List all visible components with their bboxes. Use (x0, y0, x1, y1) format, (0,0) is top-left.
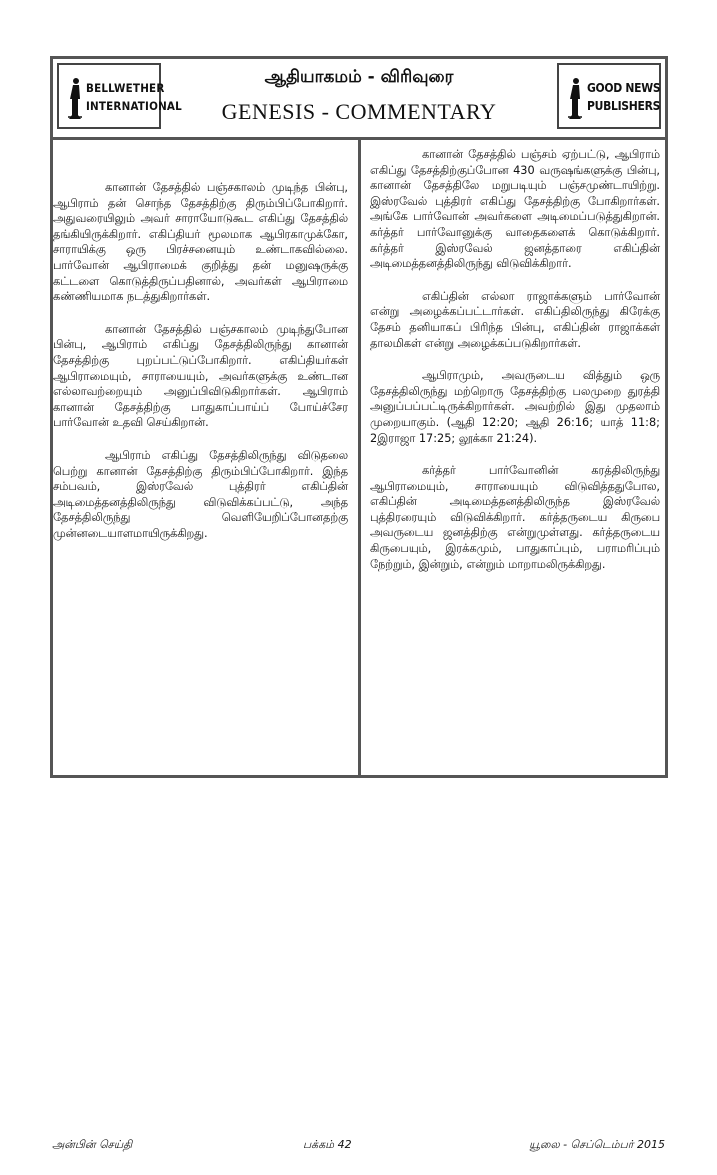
paragraph: கர்த்தர் பார்வோனின் கரத்திலிருந்து ஆபிராமையும், சாராயையும் விடுவித்ததுபோல, எகிப்தின் அடிமைத்தனத்திலிருந்த இஸ்ரவேல் புத்திரரையும் விடுவிக்கிறார். கர்த்தருடைய கிருபை அவருடைய ஜனத்திற்கு என்றுமுள்ளது. கர்த்தருடைய கிருபையும், இரக்கமும், பாதுகாப்பும், பராமரிப்பும் நேற்றும், இன்றும், என்றும் மாறாமலிருக்கிறது. (370, 464, 660, 571)
paragraph: கானான் தேசத்தில் பஞ்சகாலம் முடிந்துபோன பின்பு, ஆபிராம் எகிப்து தேசத்திலிருந்து கானான் தேசத்திற்கு புறப்பட்டுப்போகிறார். எகிப்தியர்கள் ஆபிராமையும், சாராயையும், அவர்களுக்கு உண்டான எல்லாவற்றையும் அனுப்பிவிடுகிறார்கள். ஆபிராம் கானான் தேசத்திற்கு பாதுகாப்பாய்ப் போய்ச்சேர பார்வோன் உதவி செய்கிறான். (53, 322, 348, 430)
paragraph: எகிப்தின் எல்லா ராஜாக்களும் பார்வோன் என்று அழைக்கப்பட்டார்கள். எகிப்திலிருந்து கிரேக்கு தேசம் தனியாகப் பிரிந்த பின்பு, எகிப்தின் ராஜாக்கள் தாலமிகள் என்று அழைக்கப்படுகிறார்கள். (370, 289, 660, 350)
paragraph: கானான் தேசத்தில் பஞ்சம் ஏற்பட்டு, ஆபிராம் எகிப்து தேசத்திற்குப்போன 430 வருஷங்களுக்கு பின்பு, கானான் தேசத்திலே மறுபடியும் பஞ்சமுண்டாயிற்று. இஸ்ரவேல் புத்திரர் எகிப்து தேசத்திற்கு போகிறார்கள். அங்கே பார்வோன் அவர்களை அடிமைப்படுத்துகிறான். கர்த்தர் பார்வோனுக்கு வாதைகளைக் கொடுக்கிறார். கர்த்தர் இஸ்ரவேல் ஜனத்தாரை எகிப்தின் அடிமைத்தனத்திலிருந்து விடுவிக்கிறார். (370, 148, 660, 271)
paragraph: கானான் தேசத்தில் பஞ்சகாலம் முடிந்த பின்பு, ஆபிராம் தன் சொந்த தேசத்திற்கு திரும்பிப்போகிறார். அதுவரையிலும் அவர் சாராயோடுகூட எகிப்து தேசத்தில் தங்கியிருக்கிறார். எகிப்தியர் மூலமாக ஆபிரகாமுக்கோ, சாராயிக்கு ஒரு பிரச்சனையும் உண்டாகவில்லை. பார்வோன் ஆபிராமைக் குறித்து தன் மனுஷருக்கு கட்டளை கொடுத்திருப்பதினால், அவர்கள் ஆபிராமை கண்ணியமாக நடத்துகிறார்கள். (53, 181, 348, 304)
page-title-tamil: ஆதியாகமம் - விரிவுரை (264, 67, 454, 87)
left-column (53, 180, 348, 558)
bellwether-figure-icon (567, 77, 583, 119)
title-block (165, 59, 553, 134)
publisher-logo-left (57, 63, 182, 129)
publisher-name-line1: BELLWETHER (86, 81, 165, 95)
footer-magazine-name: அன்பின் செய்தி (52, 1138, 133, 1151)
page-title-english: GENESIS - COMMENTARY (221, 99, 497, 124)
paragraph: ஆபிராம் எகிப்து தேசத்திலிருந்து விடுதலை பெற்று கானான் தேசத்திற்கு திரும்பிப்போகிறார். இந்த சம்பவம், இஸ்ரவேல் புத்திரர் எகிப்தின் அடிமைத்தனத்திலிருந்து விடுவிக்கப்பட்டு, அந்த தேசத்திலிருந்து வெளியேறிப்போனதற்கு முன்னடையாளமாயிருக்கிறது. (53, 448, 348, 540)
publisher-logo-right (557, 63, 661, 129)
publisher-right-line2: PUBLISHERS (587, 99, 661, 113)
bellwether-figure-icon (67, 77, 83, 119)
publisher-right-line1: GOOD NEWS (587, 81, 661, 95)
publisher-name-line2: INTERNATIONAL (86, 99, 182, 113)
header-band (53, 59, 665, 140)
column-divider (358, 137, 361, 775)
footer-page-number: பக்கம் 42 (303, 1138, 352, 1151)
right-column (370, 147, 660, 589)
footer-issue-date: யூலை - செப்டெம்பர் 2015 (529, 1138, 665, 1151)
paragraph: ஆபிராமும், அவருடைய வித்தும் ஒரு தேசத்திலிருந்து மற்றொரு தேசத்திற்கு பலமுறை துரத்தி அனுப்பப்பட்டிருக்கிறார்கள். அவற்றில் இது முதலாம் முறையாகும். (ஆதி 12:20; ஆதி 26:16; யாத் 11:8; 2இராஜா 17:25; லூக்கா 21:24). (370, 369, 660, 445)
